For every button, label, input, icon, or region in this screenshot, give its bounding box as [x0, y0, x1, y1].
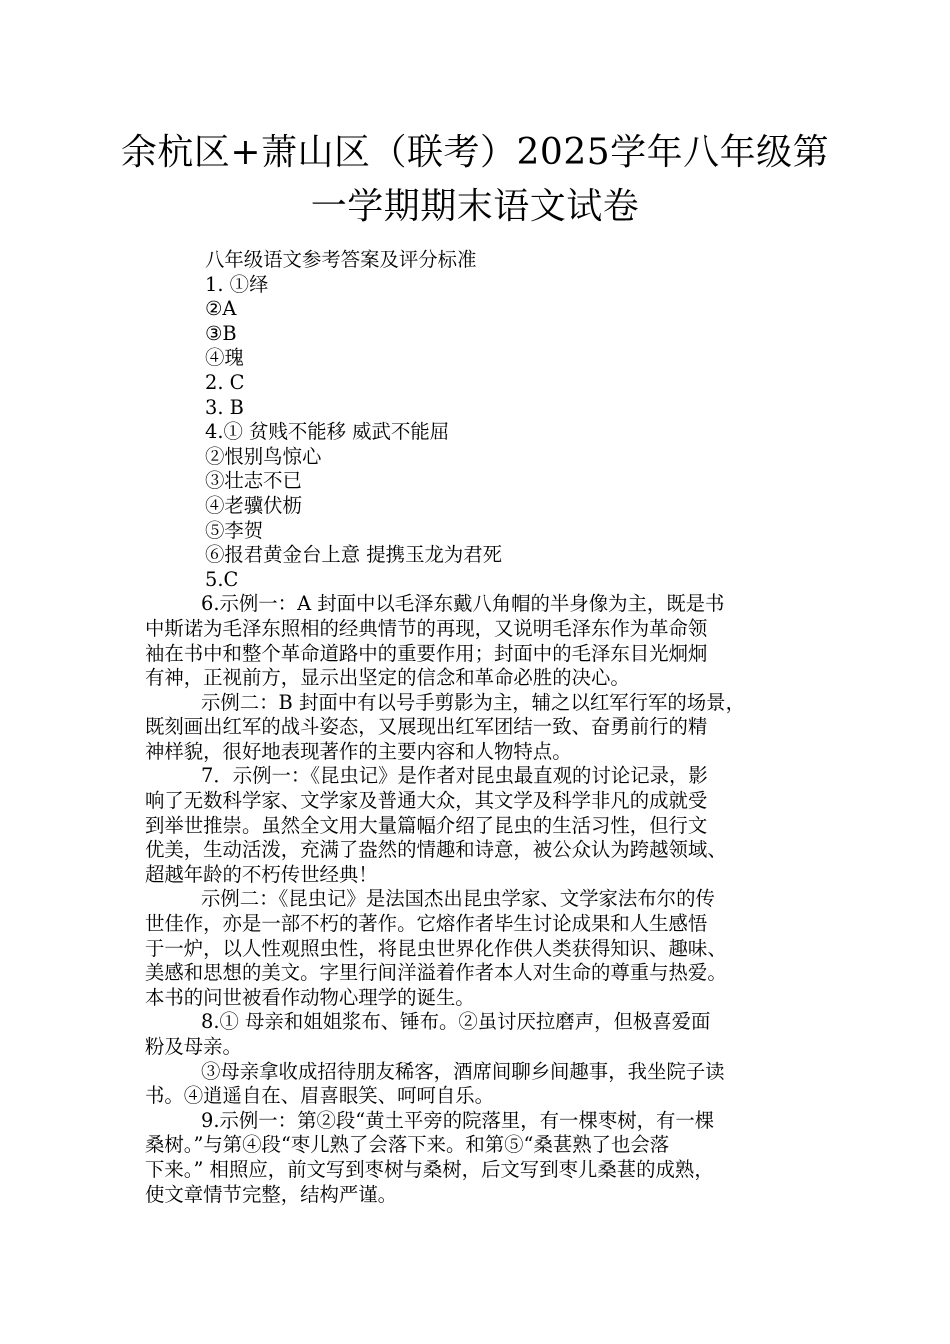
answer-line: 1. ①绎 [205, 272, 269, 296]
paragraph-line: 示例二：B 封面中有以号手剪影为主，辅之以红军行军的场景， [201, 690, 745, 714]
paragraph-line: 响了无数科学家、文学家及普通大众，其文学及科学非凡的成就受 [145, 789, 708, 813]
paragraph-line: 于一炉，以人性观照虫性，将昆虫世界化作供人类获得知识、趣味、 [145, 936, 727, 960]
paragraph-line: 世佳作，亦是一部不朽的著作。它熔作者毕生讨论成果和人生感悟 [145, 912, 708, 936]
title-line: 一学期期末语文试卷 [310, 186, 640, 227]
answer-line: ④瑰 [205, 346, 244, 370]
section-heading: 八年级语文参考答案及评分标准 [205, 248, 477, 271]
document-title [100, 126, 850, 234]
paragraph-line: 本书的问世被看作动物心理学的诞生。 [145, 985, 475, 1009]
answer-line: 4.① 贫贱不能移 威武不能屈 [205, 420, 450, 444]
paragraph-line: 书。④逍遥自在、眉喜眼笑、呵呵自乐。 [145, 1084, 495, 1108]
paragraph-line: 8.① 母亲和姐姐浆布、锤布。②虽讨厌拉磨声，但极喜爱面 [201, 1010, 711, 1034]
answer-line: 3. B [205, 395, 244, 419]
paragraph-line: 桑树。”与第④段“枣儿熟了会落下来。和第⑤“桑葚熟了也会落 [145, 1133, 670, 1157]
answer-line: 5.C [205, 567, 239, 591]
answer-line: ⑤李贺 [205, 518, 264, 542]
paragraph-line: 超越年龄的不朽传世经典！ [145, 862, 378, 886]
answer-key-body [145, 248, 835, 1207]
paragraph-line: 袖在书中和整个革命道路中的重要作用；封面中的毛泽东目光炯炯 [145, 641, 708, 665]
paragraph-line: 6.示例一：A 封面中以毛泽东戴八角帽的半身像为主，既是书 [201, 592, 725, 616]
paragraph-line: 有神，正视前方，显示出坚定的信念和革命必胜的决心。 [145, 666, 630, 690]
paragraph-line: 7．示例一：《昆虫记》是作者对昆虫最直观的讨论记录，影 [201, 764, 708, 788]
answer-line: ②恨别鸟惊心 [205, 444, 322, 468]
title-line: 余杭区+萧山区（联考）2025学年八年级第 [120, 132, 830, 173]
answer-line: ⑥报君黄金台上意 提携玉龙为君死 [205, 543, 503, 567]
paragraph-line: 示例二：《昆虫记》是法国杰出昆虫学家、文学家法布尔的传 [201, 887, 715, 911]
answer-line: 2. C [205, 370, 245, 394]
paragraph-line: 优美，生动活泼，充满了盎然的情趣和诗意，被公众认为跨越领域、 [145, 838, 727, 862]
paragraph-line: 9.示例一：第②段“黄土平旁的院落里，有一棵枣树，有一棵 [201, 1108, 715, 1132]
answer-line: ③B [205, 321, 237, 345]
paragraph-line: 到举世推崇。虽然全文用大量篇幅介绍了昆虫的生活习性，但行文 [145, 813, 708, 837]
answer-line: ②A [205, 297, 237, 321]
paragraph-line: ③母亲拿收成招待朋友稀客，酒席间聊乡间趣事，我坐院子读 [201, 1059, 725, 1083]
paragraph-line: 神样貌，很好地表现著作的主要内容和人物特点。 [145, 739, 572, 763]
paragraph-line: 使文章情节完整，结构严谨。 [145, 1182, 398, 1206]
answer-line: ③壮志不已 [205, 469, 302, 493]
answer-line: ④老骥伏枥 [205, 493, 302, 517]
paragraph-line: 下来。” 相照应，前文写到枣树与桑树，后文写到枣儿桑葚的成熟， [145, 1157, 714, 1181]
paragraph-line: 粉及母亲。 [145, 1035, 242, 1058]
paragraph-line: 美感和思想的美文。字里行间洋溢着作者本人对生命的尊重与热爱。 [145, 961, 727, 985]
paragraph-line: 既刻画出红军的战斗姿态，又展现出红军团结一致、奋勇前行的精 [145, 715, 708, 739]
paragraph-line: 中斯诺为毛泽东照相的经典情节的再现，又说明毛泽东作为革命领 [145, 616, 708, 640]
